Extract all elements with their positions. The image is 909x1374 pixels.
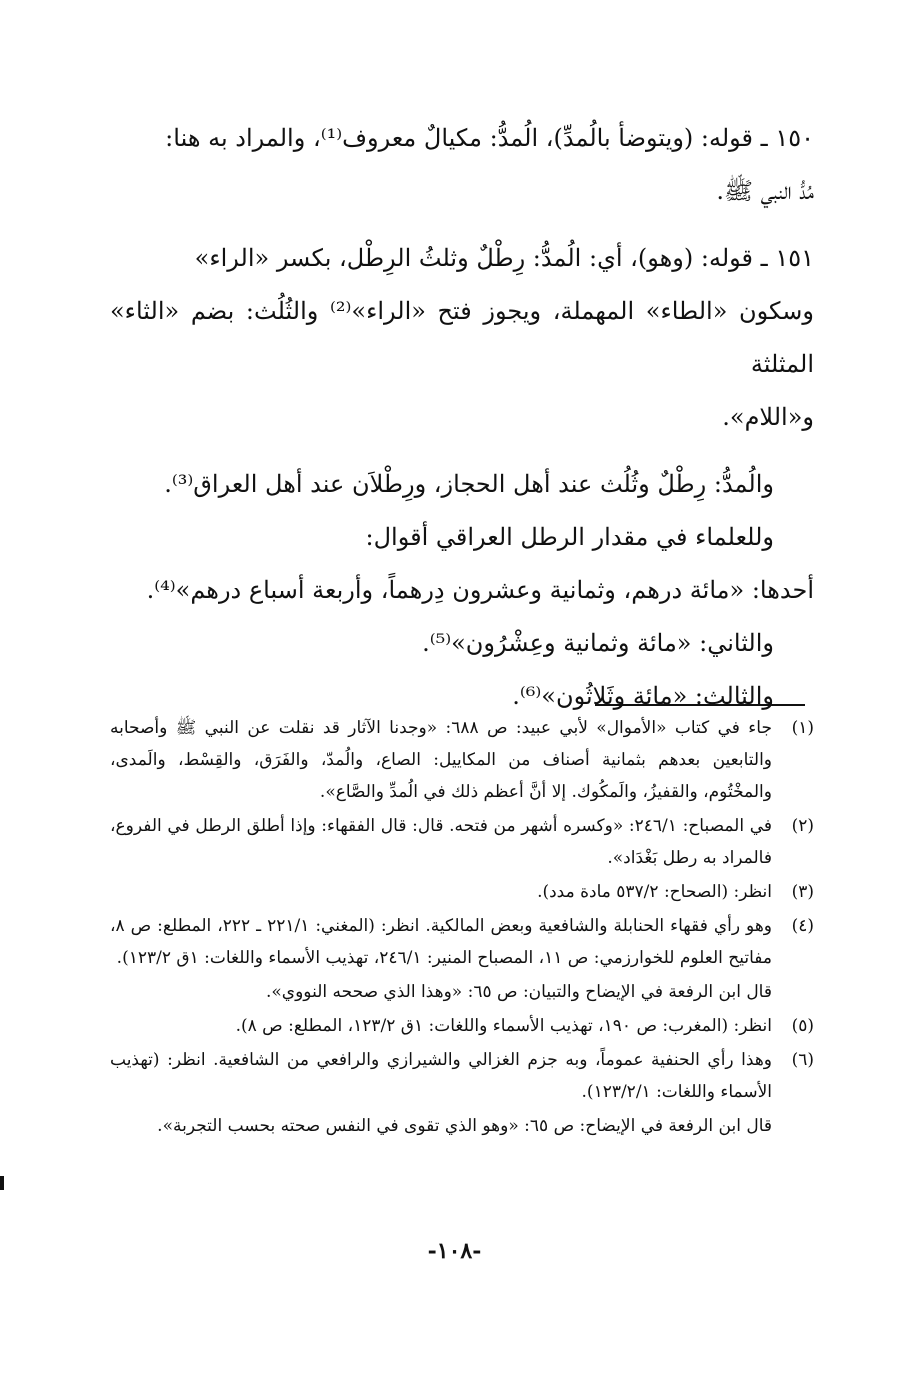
footnote-body bbox=[110, 712, 772, 808]
footnote-body bbox=[110, 876, 772, 908]
footnote-number: (٤) bbox=[791, 916, 814, 936]
footnote-line: جاء في كتاب «الأموال» لأبي عبيد: ص ٦٨٨: «وجدنا الآثار قد نقلت عن النبي ﷺ bbox=[167, 718, 772, 738]
footnote-line: وهو رأي فقهاء الحنابلة والشافعية وبعض المالكية. انظر: (المغني: ٢٢١/١ ـ ٢٢٢، المطلع: bbox=[151, 916, 772, 936]
mudd-definition: والُمدُّ: رِطْلٌ وثُلُث عند أهل الحجاز، ورِطْلاَن عند أهل العراق⁽³⁾. bbox=[164, 470, 774, 498]
opinions-intro: وللعلماء في مقدار الرطل العراقي أقوال: bbox=[365, 523, 774, 551]
footnote-3 bbox=[110, 876, 814, 908]
footnote-line: انظر: (الصحاح: ٥٣٧/٢ مادة مدد). bbox=[537, 882, 772, 902]
paragraph-151-line-1: ١٥١ ـ قوله: (وهو)، أي: الُمدُّ: رِطْلٌ وثلثُ الرِطْل، بكسر «الراء» bbox=[194, 244, 814, 272]
footnote-line: وهذا رأي الحنفية عموماً، وبه جزم الغزالي والشيرازي والرافعي من الشافعية. انظر: bbox=[159, 1050, 772, 1070]
footnote-separator bbox=[595, 704, 805, 706]
footnote-line: وأصحابه والتابعين بعدهم بثمانية أصناف من المكاييل: الصاع، والُمدّ، والفَرَق، والقِسْط، bbox=[110, 718, 772, 770]
page-number: -١٠٨- bbox=[427, 1238, 482, 1264]
footnote-4-continuation bbox=[110, 976, 814, 1008]
footnote-line: الفروع، فالمراد به رطل بَغْدَاد». bbox=[110, 816, 772, 868]
footnote-number: (٢) bbox=[791, 816, 814, 836]
footnote-5 bbox=[110, 1010, 814, 1042]
footnote-body bbox=[110, 910, 772, 974]
footnote-body bbox=[110, 810, 772, 874]
footnote-line: في المصباح: ٢٤٦/١: «وكسره أشهر من فتحه. قال: قال الفقهاء: وإذا أطلق الرطل في bbox=[161, 816, 773, 836]
footnote-number: (٦) bbox=[791, 1050, 814, 1070]
paragraph-151-line-3: و«اللام». bbox=[722, 403, 814, 431]
footnote-2 bbox=[110, 810, 814, 874]
opinion-third: والثالث: «مائة وثَلاثُون»⁽⁶⁾. bbox=[512, 682, 774, 710]
footnote-number: (٥) bbox=[791, 1016, 814, 1036]
footnote-line: ص ٨، مفاتيح العلوم للخوارزمي: ص ١١، المصباح المنير: ٢٤٦/١، تهذيب الأسماء bbox=[110, 916, 772, 968]
paragraph-151-line-2: وسكون «الطاء» المهملة، ويجوز فتح «الراء»⁽²⁾ والثُلُث: بضم «الثاء» المثلثة bbox=[110, 297, 815, 378]
footnote-body: قال ابن الرفعة في الإيضاح: ص ٦٥: «وهو الذي تقوى في النفس صحته بحسب التجربة». bbox=[157, 1116, 772, 1136]
footnote-line: واللغات: ١ق ١٢٣/٢). bbox=[116, 948, 263, 968]
footnote-line: (تهذيب الأسماء واللغات: ١٢٣/٢/١). bbox=[110, 1050, 772, 1102]
footnote-line: انظر: (المغرب: ص ١٩٠، تهذيب الأسماء واللغات: ١ق ١٢٣/٢، المطلع: ص ٨). bbox=[235, 1016, 772, 1036]
opinion-first: أحدها: «مائة درهم، وثمانية وعشرون دِرهماً، وأربعة أسباع درهم»⁽⁴⁾. bbox=[146, 576, 814, 604]
footnote-4 bbox=[110, 910, 814, 974]
footnote-6 bbox=[110, 1044, 814, 1108]
scan-edge-mark bbox=[0, 1176, 4, 1190]
footnote-body bbox=[110, 1044, 772, 1108]
footnote-line: والَمدى، والمخْتُوم، والقفيزُ، والَمكُوك. إلا أنَّ أعظم ذلك في الُمدِّ والصَّاع». bbox=[110, 750, 772, 802]
footnote-body bbox=[110, 1010, 772, 1042]
footnote-number: (٣) bbox=[791, 882, 814, 902]
footnote-6-continuation bbox=[110, 1110, 814, 1142]
paragraph-150-line-2: مُدُّ النبي ﷺ. bbox=[716, 177, 814, 205]
main-text bbox=[110, 112, 814, 723]
footnote-number: (١) bbox=[791, 718, 814, 738]
opinion-second: والثاني: «مائة وثمانية وعِشْرُون»⁽⁵⁾. bbox=[422, 629, 774, 657]
paragraph-150-line-1: ١٥٠ ـ قوله: (ويتوضأ بالُمدِّ)، الُمدُّ: مكيالٌ معروف⁽¹⁾، والمراد به هنا: bbox=[165, 124, 814, 152]
footnote-1 bbox=[110, 712, 814, 808]
footnote-body: قال ابن الرفعة في الإيضاح والتبيان: ص ٦٥: «وهذا الذي صححه النووي». bbox=[265, 982, 772, 1002]
footnotes bbox=[110, 712, 814, 1144]
